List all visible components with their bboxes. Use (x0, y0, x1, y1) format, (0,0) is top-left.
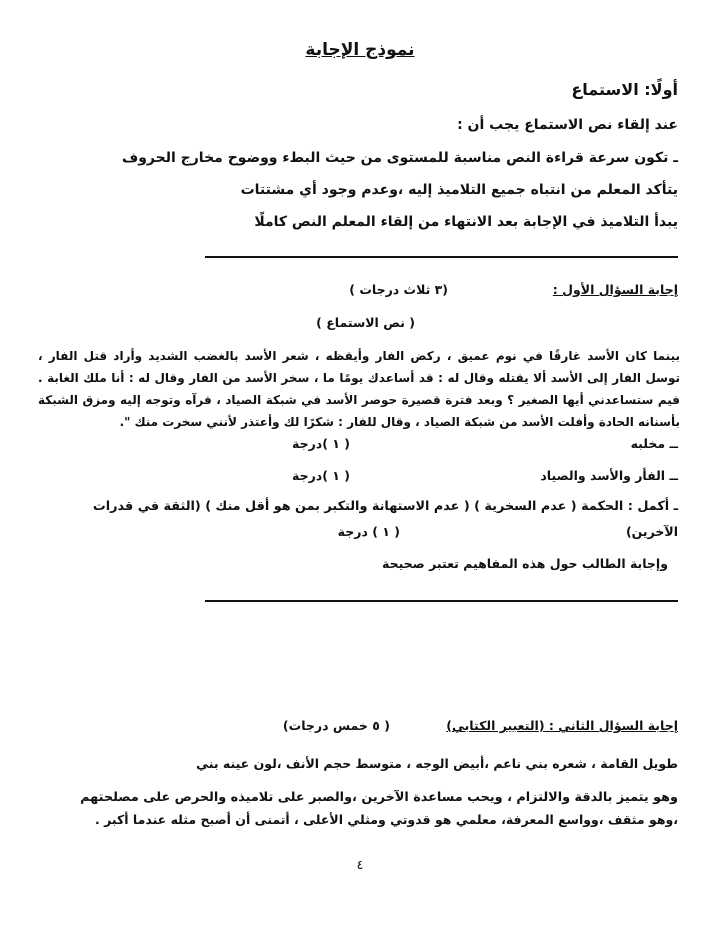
q2-line-2: وهو يتميز بالدقة والالتزام ، ويحب مساعدة الآخرين ،والصبر على تلاميذه والحرص على مصلحتهم (80, 790, 678, 805)
q1-answer-3-line-1: ـ أكمل : الحكمة ( عدم السخرية ) ( عدم الاستهانة والتكبر بمن هو أقل منك ) (الثقة في قدرات (92, 499, 678, 514)
q1-answer-2-mark: ( ١ )درجة (292, 468, 350, 483)
q2-topic: التعبير الكتابي (451, 718, 539, 733)
q2-line-1: طويل القامة ، شعره بني ناعم ،أبيض الوجه ، متوسط حجم الأنف ،لون عينه بني (196, 756, 678, 771)
q2-line-3: ،وهو مثقف ،وواسع المعرفة، معلمي هو قدوتي ومثلي الأعلى ، أتمنى أن أصبح مثله عندما أكبر . (95, 812, 678, 827)
q1-answer-2: ــ الفأر والأسد والصياد (540, 468, 678, 483)
section1-item-3: يبدأ التلاميذ في الإجابة بعد الانتهاء من إلقاء المعلم النص كاملًا (254, 214, 678, 230)
q1-note: وإجابة الطالب حول هذه المفاهيم تعتبر صحيحة (381, 556, 668, 571)
q1-answer-3-line-2: الآخرين) (625, 524, 678, 539)
q2-label: إجابة السؤال الثاني : (التعبير الكتابي) (446, 718, 678, 733)
q1-answer-1-mark: ( ١ )درجة (292, 436, 350, 451)
section1-intro: عند إلقاء نص الاستماع يجب أن : (457, 117, 678, 133)
listening-passage: بينما كان الأسد غارقًا في نوم عميق ، ركض الفار وأيقظه ، شعر الأسد بالغضب الشديد وأراد قتل الفار ، توسل الفار إلى الأسد ألا يقتله وقال له : قد أساعدك يومًا ما ، سخر الأسد من الفار وقال له : أنا ملك الغابة . فيم ستساعدني أيها الصغير ؟ وبعد فترة قصيرة حوصر الأسد في شبكة الصياد ، فرآه وتوجه إليه ومزق الشبكة بأسنانه الحادة وأفلت الأسد من شبكة الصياد ، وقال للفار : شكرًا لك وأعتذر لأنني سخرت منك ". (38, 349, 680, 429)
divider-2 (205, 600, 678, 602)
q1-answer-3-mark: ( ١ ) درجة (337, 524, 400, 539)
divider-1 (205, 256, 678, 258)
q1-answer-1: ــ مخلبه (630, 436, 678, 451)
page-title: نموذج الإجابة (305, 40, 415, 60)
page-number: ٤ (356, 858, 364, 873)
q1-subtitle: ( نص الاستماع ) (316, 315, 415, 330)
section1-item-1: ـ تكون سرعة قراءة النص مناسبة للمستوى من حيث البطء ووضوح مخارج الحروف (121, 150, 678, 166)
section1-item-2: يتأكد المعلم من انتباه جميع التلاميذ إليه ،وعدم وجود أي مشتتات (240, 182, 678, 198)
q1-label: إجابة السؤال الأول : (552, 282, 678, 297)
q2-marks: ( ٥ خمس درجات) (282, 718, 390, 733)
section1-heading: أولًا: الاستماع (571, 80, 678, 99)
q1-marks: (٣ ثلاث درجات ) (349, 282, 448, 297)
